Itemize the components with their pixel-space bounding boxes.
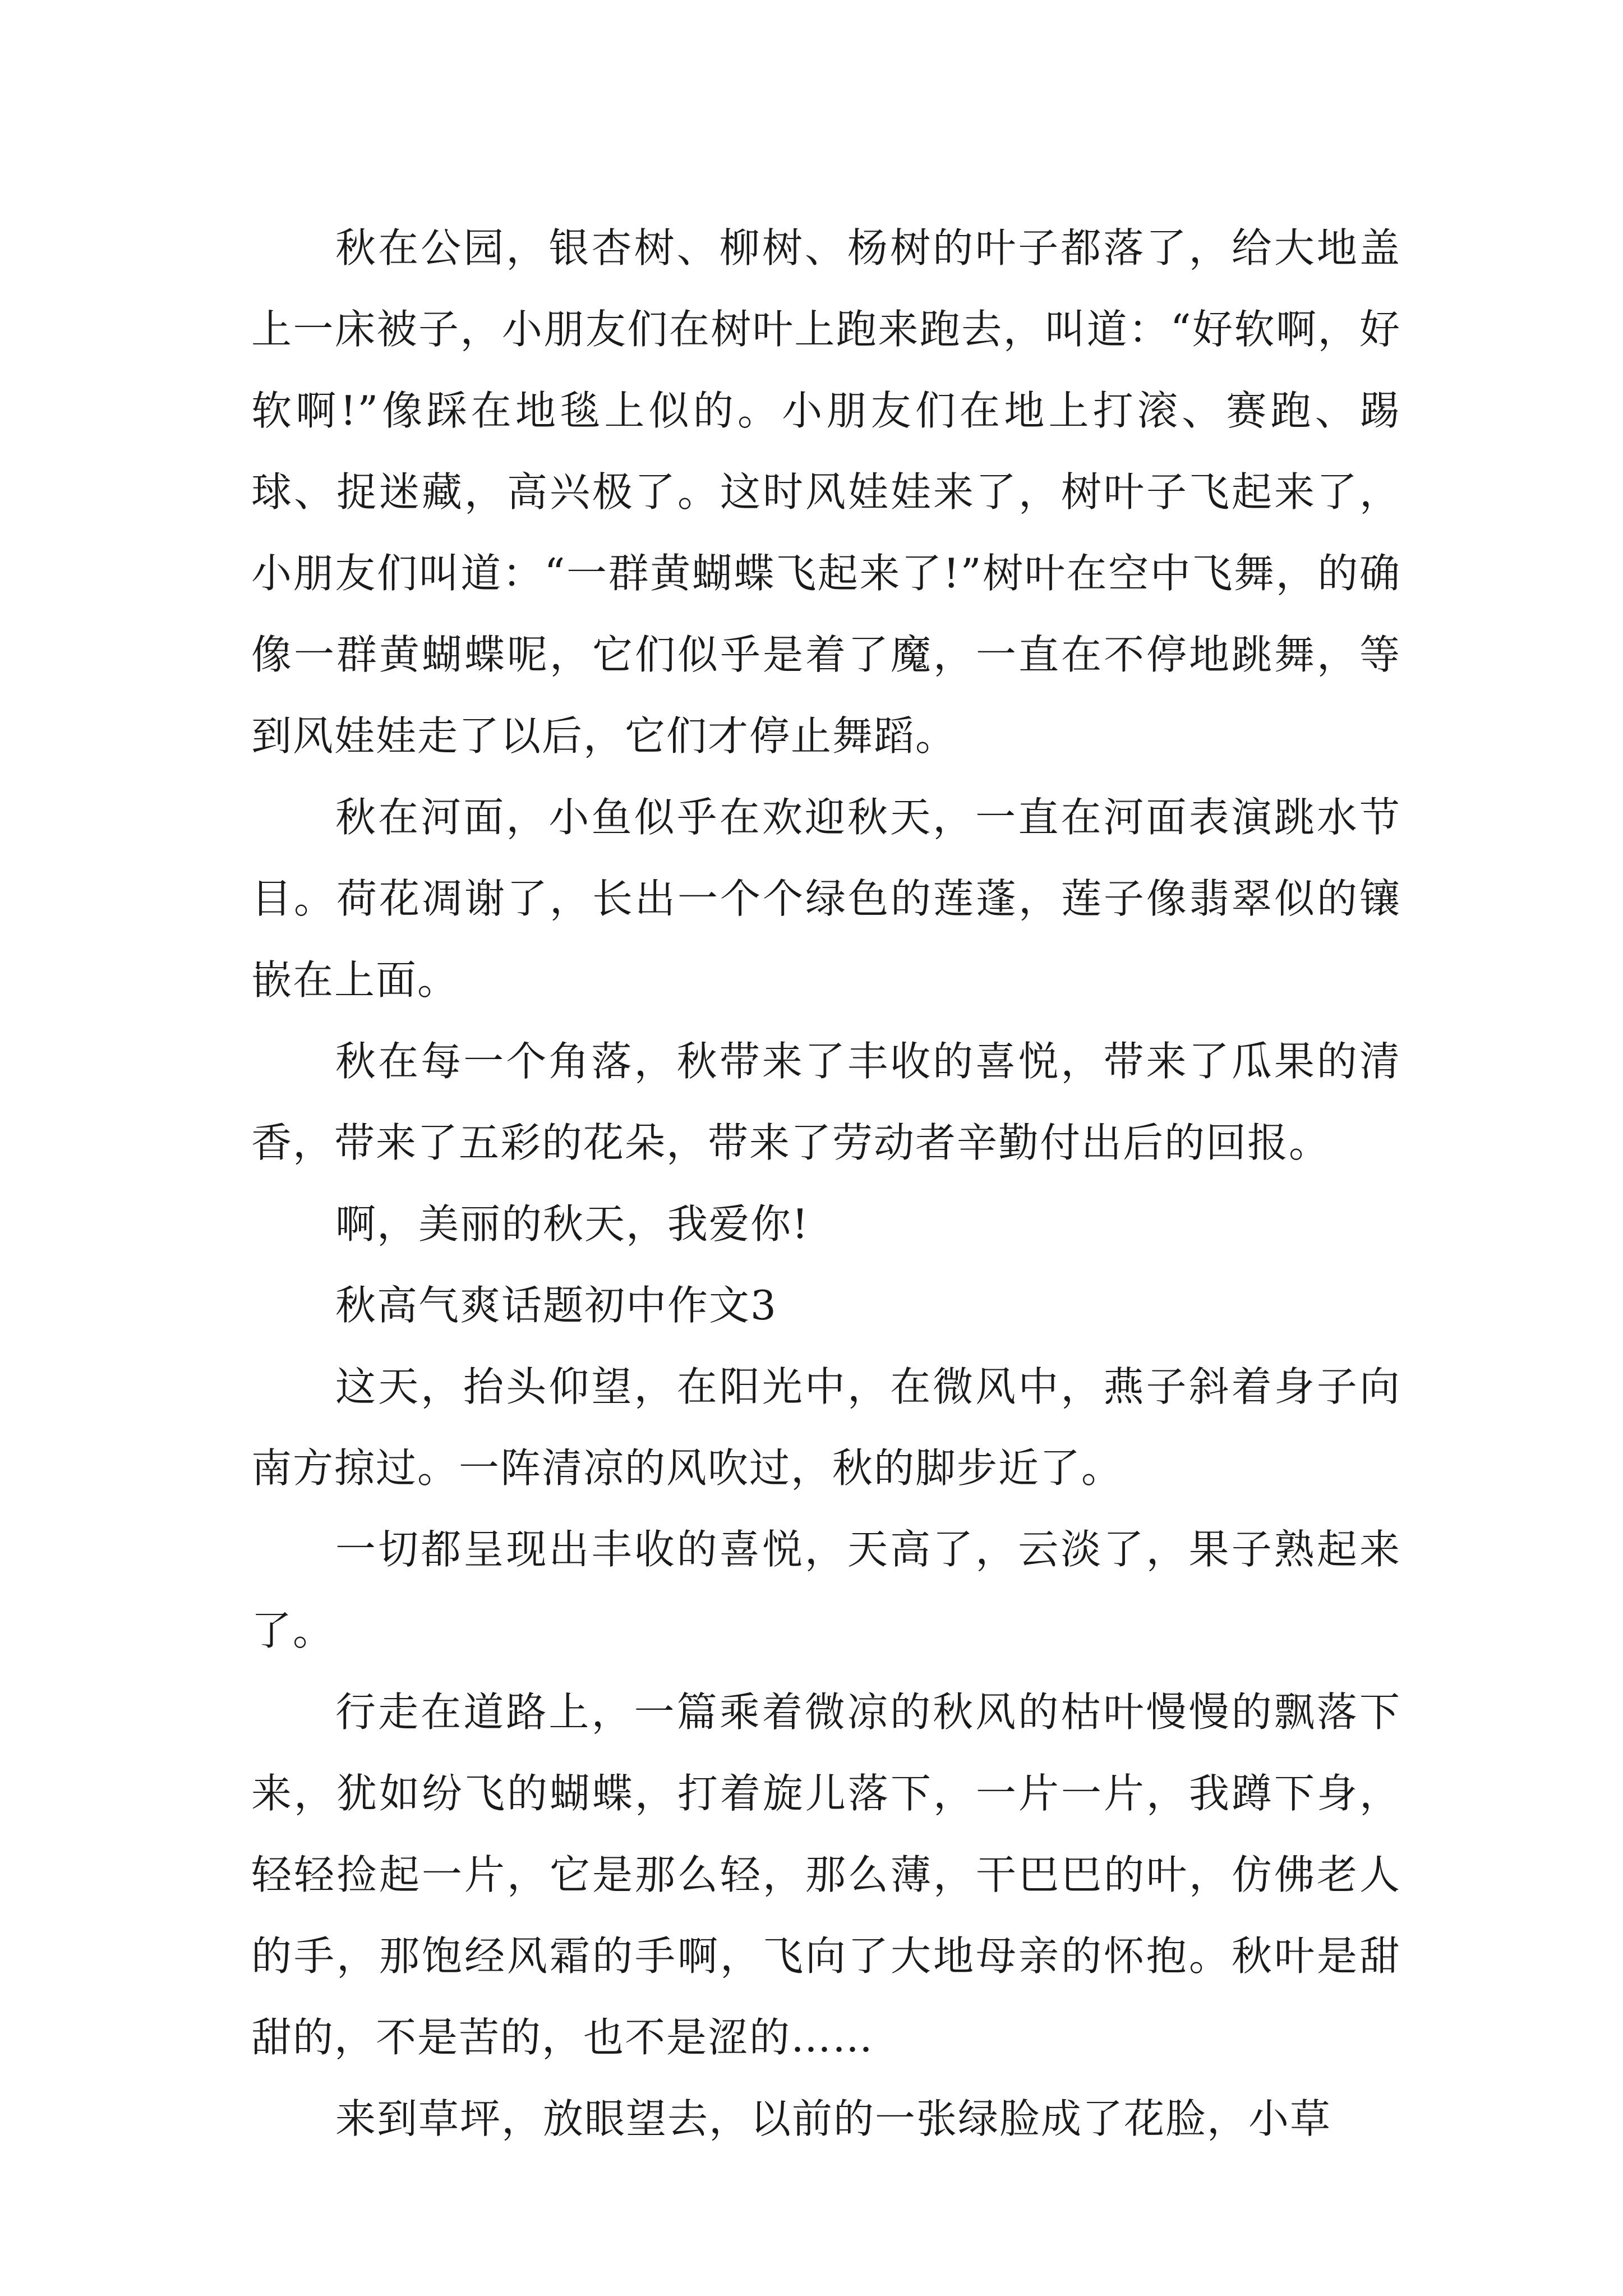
document-body xyxy=(251,208,1401,2160)
paragraph-lawn: 来到草坪，放眼望去，以前的一张绿脸成了花脸，小草 xyxy=(335,2095,1332,2142)
paragraph-corner: 秋在每一个角落，秋带来了丰收的喜悦，带来了瓜果的清香，带来了五彩的花朵，带来了劳动者辛勤付出后的回报。 xyxy=(251,1038,1401,1166)
paragraph-park: 秋在公园，银杏树、柳树、杨树的叶子都落了，给大地盖上一床被子，小朋友们在树叶上跑来跑去，叫道：“好软啊，好软啊!”像踩在地毯上似的。小朋友们在地上打滚、赛跑、踢球、捉迷藏，高兴极了。这时风娃娃来了，树叶子飞起来了，小朋友们叫道：“一群黄蝴蝶飞起来了!”树叶在空中飞舞，的确像一群黄蝴蝶呢，它们似乎是着了魔，一直在不停地跳舞，等到风娃娃走了以后，它们才停止舞蹈。 xyxy=(251,224,1401,760)
paragraph-leaves: 行走在道路上，一篇乘着微凉的秋风的枯叶慢慢的飘落下来，犹如纷飞的蝴蝶，打着旋儿落下，一片一片，我蹲下身，轻轻捡起一片，它是那么轻，那么薄，干巴巴的叶，仿佛老人的手，那饱经风霜的手啊，飞向了大地母亲的怀抱。秋叶是甜甜的，不是苦的，也不是涩的…… xyxy=(251,1688,1401,2061)
section-title: 秋高气爽话题初中作文3 xyxy=(335,1282,777,1329)
paragraph-exclaim: 啊，美丽的秋天，我爱你! xyxy=(335,1200,809,1248)
paragraph-harvest: 一切都呈现出丰收的喜悦，天高了，云淡了，果子熟起来了。 xyxy=(251,1526,1401,1654)
paragraph-river: 秋在河面，小鱼似乎在欢迎秋天，一直在河面表演跳水节目。荷花凋谢了，长出一个个绿色的莲蓬，莲子像翡翠似的镶嵌在上面。 xyxy=(251,794,1401,1004)
paragraph-swallow: 这天，抬头仰望，在阳光中，在微风中，燕子斜着身子向南方掠过。一阵清凉的风吹过，秋的脚步近了。 xyxy=(251,1363,1401,1492)
